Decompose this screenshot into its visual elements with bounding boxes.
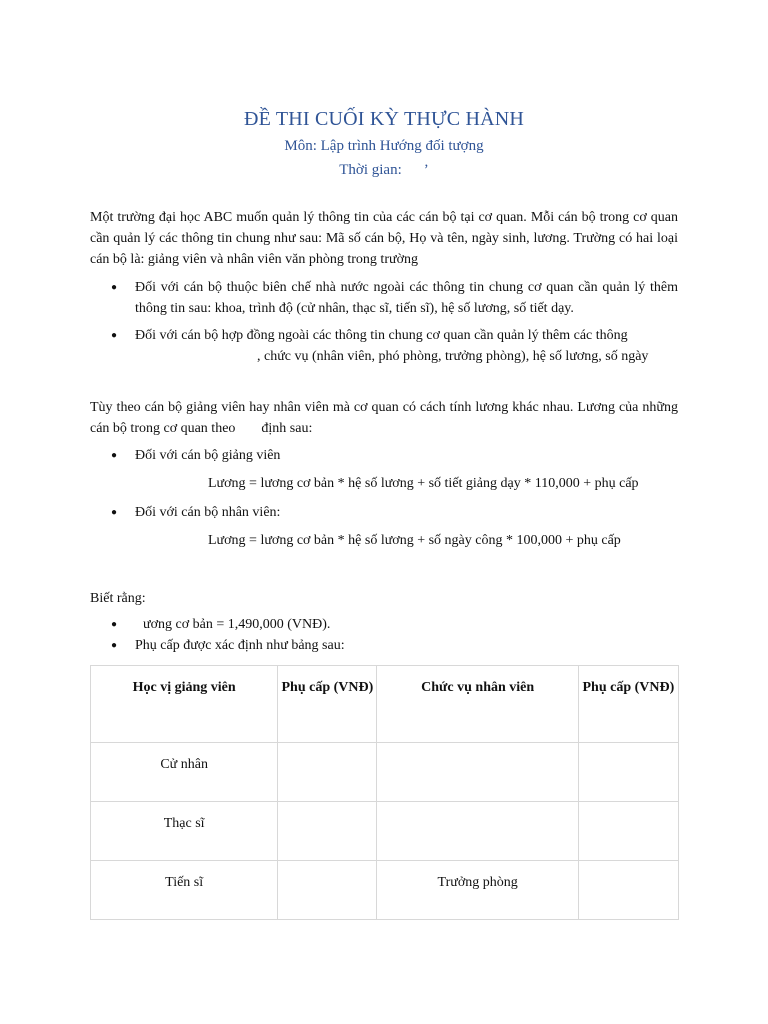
table-cell	[578, 802, 678, 861]
table-cell	[278, 861, 377, 920]
lecturer-list	[90, 445, 678, 466]
list-item-line1: Đối với cán bộ hợp đồng ngoài các thông tin chung cơ quan cần quản lý thêm các thông	[135, 328, 628, 343]
column-header: Phụ cấp (VNĐ)	[278, 666, 377, 743]
column-header: Học vị giảng viên	[91, 666, 278, 743]
list-item: ● Đối với cán bộ giảng viên	[90, 445, 678, 466]
column-header: Phụ cấp (VNĐ)	[578, 666, 678, 743]
table-cell	[578, 861, 678, 920]
table-cell	[278, 802, 377, 861]
table-row	[91, 861, 679, 920]
staff-formula: Lương = lương cơ bản * hệ số lương + số ngày công * 100,000 + phụ cấp	[208, 533, 621, 548]
table-row	[91, 743, 679, 802]
time-label: Thời gian:	[339, 162, 402, 178]
salary-intro-b: định sau:	[261, 421, 313, 436]
subject-line: Môn: Lập trình Hướng đối tượng	[284, 138, 484, 154]
time-mark: ’	[423, 162, 429, 178]
table-cell: Thạc sĩ	[91, 802, 278, 861]
list-item	[90, 614, 678, 635]
table-cell	[278, 743, 377, 802]
table-cell: Tiến sĩ	[91, 861, 278, 920]
staff-type-list	[90, 277, 678, 367]
table-row	[91, 802, 679, 861]
salary-paragraph	[90, 397, 678, 439]
staff-list	[90, 502, 678, 523]
time-line	[0, 162, 768, 179]
given-label: Biết rằng:	[90, 591, 146, 606]
column-header: Chức vụ nhân viên	[377, 666, 578, 743]
table-cell: Cử nhân	[91, 743, 278, 802]
list-item: ● Phụ cấp được xác định như bảng sau:	[90, 635, 678, 656]
intro-paragraph: Một trường đại học ABC muốn quản lý thông tin của các cán bộ tại cơ quan. Mỗi cán bộ trong cơ quan cần quản lý các thông tin chung như sau: Mã số cán bộ, Họ và tên, ngày sinh, lương. Trường có hai loại cán bộ là: giảng viên và nhân viên văn phòng trong trường	[90, 210, 678, 267]
table-cell: Trưởng phòng	[377, 861, 578, 920]
table-cell	[377, 743, 578, 802]
table-cell	[377, 802, 578, 861]
list-item	[90, 325, 678, 367]
list-item: ● Đối với cán bộ thuộc biên chế nhà nước ngoài các thông tin chung cơ quan cần quản lý thêm thông tin sau: khoa, trình độ (cử nhân, thạc sĩ, tiến sĩ), hệ số lương, số tiết dạy.	[90, 277, 678, 319]
table-header-row	[91, 666, 679, 743]
table-cell	[578, 743, 678, 802]
lecturer-formula: Lương = lương cơ bản * hệ số lương + số tiết giảng dạy * 110,000 + phụ cấp	[208, 476, 639, 491]
base-salary-text: ương cơ bản = 1,490,000 (VNĐ).	[143, 617, 331, 632]
salary-intro-a: Tùy theo cán bộ giảng viên hay nhân viên mà cơ quan có cách tính lương khác nhau. Lương của những cán bộ trong cơ quan theo	[90, 400, 678, 436]
list-item: ● Đối với cán bộ nhân viên:	[90, 502, 678, 523]
list-item-line2: , chức vụ (nhân viên, phó phòng, trưởng phòng), hệ số lương, số ngày	[257, 349, 649, 364]
given-list	[90, 614, 678, 656]
allowance-table	[90, 665, 679, 920]
exam-title: ĐỀ THI CUỐI KỲ THỰC HÀNH	[243, 108, 525, 130]
